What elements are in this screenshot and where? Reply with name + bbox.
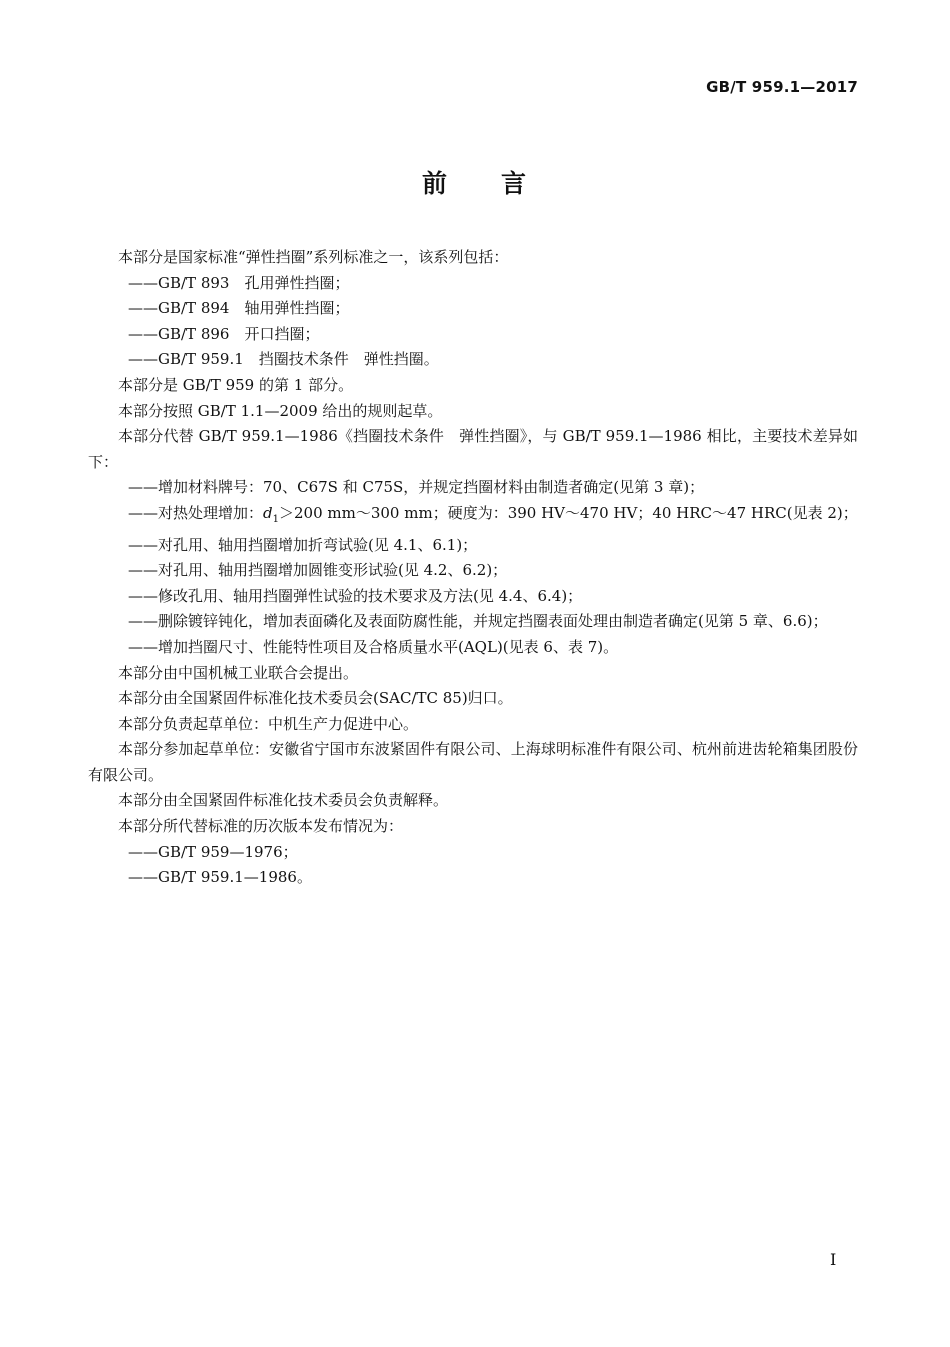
title-char-1: 前 — [421, 169, 449, 198]
change-item-materials: ——增加材料牌号：70、C67S 和 C75S，并规定挡圈材料由制造者确定(见第 3 章)； — [128, 478, 705, 497]
series-item-893: ——GB/T 893 孔用弹性挡圈； — [128, 273, 350, 292]
history-item-1986: ——GB/T 959.1—1986。 — [128, 868, 312, 887]
diameter-subscript: 1 — [272, 513, 279, 525]
series-item-896: ——GB/T 896 开口挡圈； — [128, 324, 320, 343]
change-heat-prefix: ——对热处理增加： — [128, 503, 264, 522]
participating-drafters: 本部分参加起草单位：安徽省宁国市东波紧固件有限公司、上海球明标准件有限公司、杭州前进齿轮箱集团股份有限公司。 — [88, 740, 858, 784]
change-item-aql: ——增加挡圈尺寸、性能特性项目及合格质量水平(AQL)(见表 6、表 7)。 — [128, 637, 619, 656]
history-item-1976: ——GB/T 959—1976； — [128, 842, 298, 861]
change-heat-suffix: ＞200 mm～300 mm；硬度为：390 HV～470 HV；40 HRC～47 HRC(见表 2)； — [279, 503, 858, 522]
responsible-drafter: 本部分负责起草单位：中机生产力促进中心。 — [118, 714, 419, 733]
replacement-statement: 本部分代替 GB/T 959.1—1986《挡圈技术条件 弹性挡圈》，与 GB/T 959.1—1986 相比，主要技术差异如下： — [88, 427, 858, 471]
interpretation-statement: 本部分由全国紧固件标准化技术委员会负责解释。 — [118, 791, 449, 810]
proposer-statement: 本部分由中国机械工业联合会提出。 — [118, 663, 359, 682]
change-item-heat-treatment — [88, 501, 858, 533]
diameter-symbol: d — [263, 503, 273, 522]
title-char-2: 言 — [501, 169, 529, 198]
change-item-elasticity-test: ——修改孔用、轴用挡圈弹性试验的技术要求及方法(见 4.4、6.4)； — [128, 586, 583, 605]
history-intro: 本部分所代替标准的历次版本发布情况为： — [118, 817, 404, 836]
foreword-body — [88, 245, 858, 891]
standard-number: GB/T 959.1—2017 — [706, 78, 858, 96]
centralized-statement: 本部分由全国紧固件标准化技术委员会(SAC/TC 85)归口。 — [118, 689, 513, 708]
part-statement: 本部分是 GB/T 959 的第 1 部分。 — [118, 375, 354, 394]
series-item-894: ——GB/T 894 轴用弹性挡圈； — [128, 299, 350, 318]
intro-paragraph: 本部分是国家标准“弹性挡圈”系列标准之一，该系列包括： — [118, 248, 509, 266]
page-number: I — [830, 1250, 837, 1269]
drafting-rules: 本部分按照 GB/T 1.1—2009 给出的规则起草。 — [118, 401, 443, 420]
change-item-cone-test: ——对孔用、轴用挡圈增加圆锥变形试验(见 4.2、6.2)； — [128, 561, 508, 580]
page-title — [0, 164, 950, 200]
change-item-bend-test: ——对孔用、轴用挡圈增加折弯试验(见 4.1、6.1)； — [128, 535, 478, 554]
series-item-959-1: ——GB/T 959.1 挡圈技术条件 弹性挡圈。 — [128, 350, 439, 369]
change-item-surface-treatment: ——删除镀锌钝化，增加表面磷化及表面防腐性能，并规定挡圈表面处理由制造者确定(见第 5 章、6.6)； — [128, 612, 828, 631]
